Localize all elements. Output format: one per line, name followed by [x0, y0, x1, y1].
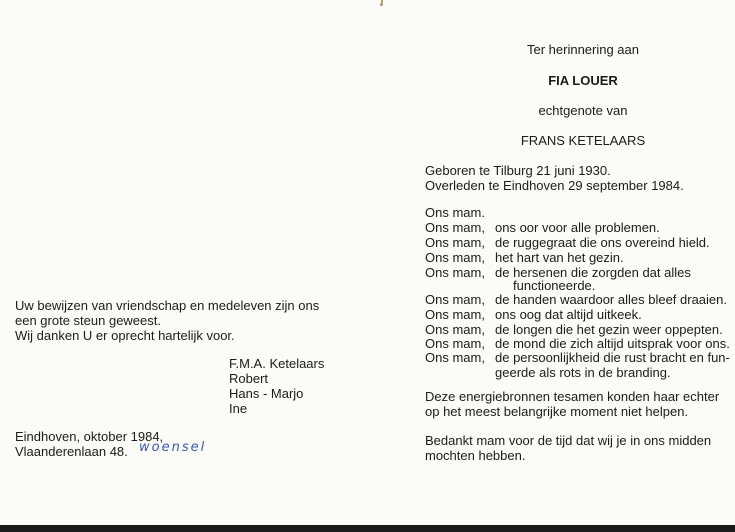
signatory: Ine [229, 401, 248, 416]
spouse-name: FRANS KETELAARS [520, 133, 646, 148]
closing-p2-line1: Bedankt mam voor de tijd dat wij je in ons midden [425, 433, 712, 448]
closing-p1-line1: Deze energiebronnen tesamen konden haar echter [425, 389, 720, 404]
signatory: Robert [229, 371, 269, 386]
address-line2: Vlaanderenlaan 48. [15, 444, 128, 459]
header-line3: echtgenote van [538, 103, 628, 118]
closing-p1-line2: op het meest belangrijke moment niet helpen. [425, 404, 689, 419]
paper-dot [380, 3, 383, 6]
scan-bottom-edge [0, 525, 735, 532]
died-line: Overleden te Eindhoven 29 september 1984. [425, 178, 684, 193]
signatory: Hans - Marjo [229, 386, 304, 401]
born-line: Geboren te Tilburg 21 juni 1930. [425, 163, 611, 178]
thanks-line3: Wij danken U er oprecht hartelijk voor. [15, 328, 235, 343]
thanks-line1: Uw bewijzen van vriendschap en medeleven zijn ons [15, 298, 320, 313]
deceased-name: FIA LOUER [548, 73, 618, 88]
signatory: F.M.A. Ketelaars [229, 356, 325, 371]
closing-p2-line2: mochten hebben. [425, 448, 526, 463]
address-line1: Eindhoven, oktober 1984, [15, 429, 164, 444]
memorial-card: Ter herinnering aan FIA LOUER echtgenote van FRANS KETELAARS Geboren te Tilburg 21 juni 1930. Overleden te Eindhoven 29 september 1984. Ons mam. Ons mam, ons oor voor alle problemen. Ons mam, de ruggegraat die ons overeind hield. Ons mam, het hart van het gezin. Ons mam, de hersenen die zorgden dat alles functioneerde. Ons mam, de handen waardoor alles bleef draaien. Ons mam, ons oog dat altijd uitkeek. Ons mam, de longen die het gezin weer oppepten. Ons mam, de mond die zich altijd uitsprak voor ons. Ons mam, de persoonlijkheid die rust bracht en fun- geerde als rots in de branding. Deze energiebronnen tesamen konden haar echter op het meest belangrijke moment niet helpen. Bedankt mam voor de tijd dat wij je in ons midden mochten hebben. Uw bewijzen van vriendschap en medeleven zijn ons een grote steun geweest. Wij danken U er oprecht hartelijk voor. F.M.A. Ketelaars Robert Hans - Marjo Ine Eindhoven, oktober 1984, Vlaanderenlaan 48. woensel [0, 0, 735, 532]
header-line1: Ter herinnering aan [526, 42, 640, 57]
thanks-line2: een grote steun geweest. [15, 313, 161, 328]
handwritten-note: woensel [139, 440, 207, 455]
